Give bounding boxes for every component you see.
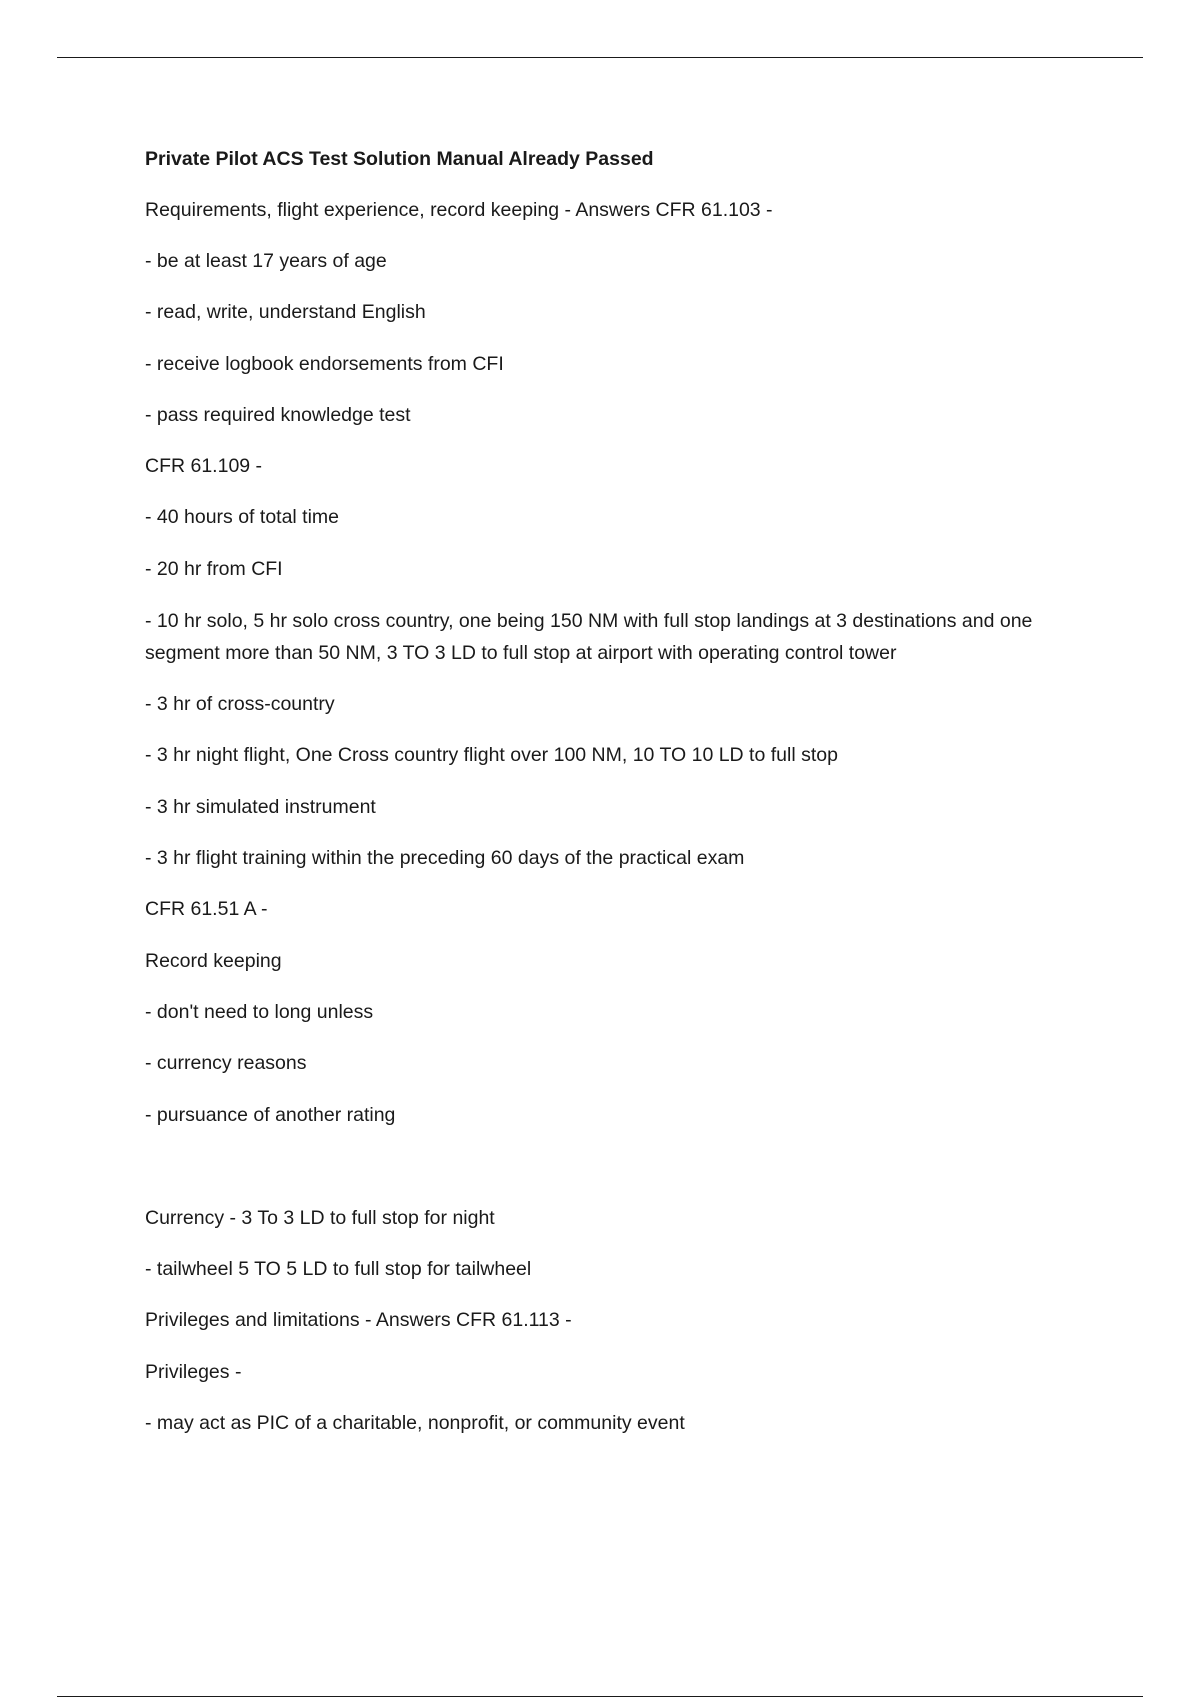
text-line: - don't need to long unless (145, 1001, 374, 1023)
text-line: - may act as PIC of a charitable, nonprofit, or community event (145, 1412, 685, 1434)
text-line: CFR 61.51 A - (145, 898, 268, 920)
text-line: - 20 hr from CFI (145, 558, 283, 580)
document-title: Private Pilot ACS Test Solution Manual Already Passed (145, 148, 654, 170)
text-line: - 10 hr solo, 5 hr solo cross country, one being 150 NM with full stop landings at 3 destinations and one segment more than 50 NM, 3 TO 3 LD to full stop at airport with operating control tower (145, 610, 1033, 664)
text-line: - pursuance of another rating (145, 1104, 396, 1126)
text-line: Privileges - (145, 1361, 242, 1383)
text-line: CFR 61.109 - (145, 455, 263, 477)
text-line: - tailwheel 5 TO 5 LD to full stop for tailwheel (145, 1258, 532, 1280)
text-line: - pass required knowledge test (145, 404, 411, 426)
bottom-rule (57, 1696, 1143, 1697)
text-line: Privileges and limitations - Answers CFR 61.113 - (145, 1309, 572, 1331)
top-rule (57, 57, 1143, 58)
text-line: - 3 hr of cross-country (145, 693, 335, 715)
text-line: - 3 hr simulated instrument (145, 796, 376, 818)
text-line: - 3 hr night flight, One Cross country flight over 100 NM, 10 TO 10 LD to full stop (145, 744, 838, 766)
text-line: - 3 hr flight training within the preceding 60 days of the practical exam (145, 847, 745, 869)
text-line: - receive logbook endorsements from CFI (145, 353, 504, 375)
text-line: - read, write, understand English (145, 301, 426, 323)
text-line: - be at least 17 years of age (145, 250, 387, 272)
text-line: - currency reasons (145, 1052, 307, 1074)
text-line: - 40 hours of total time (145, 506, 340, 528)
text-line: Record keeping (145, 950, 282, 972)
text-line: Requirements, flight experience, record keeping - Answers CFR 61.103 - (145, 199, 773, 221)
text-line: Currency - 3 To 3 LD to full stop for night (145, 1207, 495, 1229)
